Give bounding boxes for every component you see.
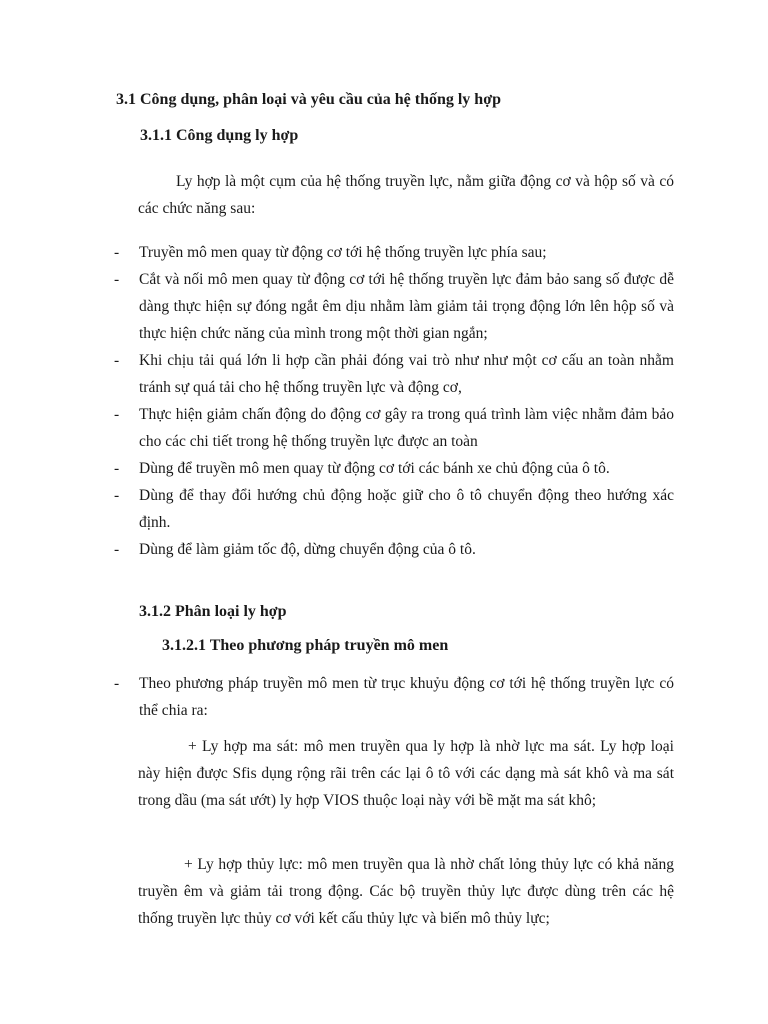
heading-3-1-1: 3.1.1 Công dụng ly hợp [140,127,299,144]
list-item [114,239,674,266]
list-item-text: Thực hiện giảm chấn động do động cơ gây ra trong quá trình làm việc nhằm đảm bảo cho các chi tiết trong hệ thống truyền lực được an toàn [139,406,674,450]
bullet-dash: - [114,541,120,558]
list-item-text: Dùng để thay đổi hướng chủ động hoặc giữ cho ô tô chuyển động theo hướng xác định. [139,487,674,531]
list-item [114,670,674,724]
bullet-dash: - [114,352,120,369]
list-item [114,536,674,563]
hydraulic-clutch-paragraph: + Ly hợp thủy lực: mô men truyền qua là nhờ chất lỏng thủy lực có khả năng truyền êm và giảm tải trong động. Các bộ truyền thủy lực được dùng trên các hệ thống truyền lực thủy cơ với kết cấu thủy lực và biến mô thủy lực; [138,856,674,927]
friction-clutch-paragraph: + Ly hợp ma sát: mô men truyền qua ly hợp là nhờ lực ma sát. Ly hợp loại này hiện được Sfis dụng rộng rãi trên các lại ô tô với các dạng mà sát khô và ma sát trong dầu (ma sát ướt) ly hợp VIOS thuộc loại này với bề mặt ma sát khô; [138,738,674,809]
list-item [114,482,674,536]
list-item-text: Dùng để làm giảm tốc độ, dừng chuyển động của ô tô. [139,541,476,558]
heading-3-1-2-1: 3.1.2.1 Theo phương pháp truyền mô men [162,637,449,654]
bullet-dash: - [114,460,120,477]
bullet-dash: - [114,675,120,692]
list-item-text: Khi chịu tải quá lớn li hợp cần phải đóng vai trò như như một cơ cấu an toàn nhằm tránh sự quá tải cho hệ thống truyền lực và động cơ, [139,352,674,396]
list-item [114,401,674,455]
bullet-dash: - [114,406,120,423]
list-item-text: Theo phương pháp truyền mô men từ trục khuỷu động cơ tới hệ thống truyền lực có thể chia ra: [139,675,674,719]
list-item-text: Truyền mô men quay từ động cơ tới hệ thống truyền lực phía sau; [139,244,547,261]
bullet-dash: - [114,487,120,504]
list-item [114,455,674,482]
bullet-dash: - [114,271,120,288]
list-item-text: Dùng để truyền mô men quay từ động cơ tới các bánh xe chủ động của ô tô. [139,460,610,477]
intro-paragraph: Ly hợp là một cụm của hệ thống truyền lực, nằm giữa động cơ và hộp số và có các chức năng sau: [138,173,674,217]
list-item [114,347,674,401]
bullet-dash: - [114,244,120,261]
list-item-text: Cắt và nối mô men quay từ động cơ tới hệ thống truyền lực đảm bảo sang số được dễ dàng thực hiện sự đóng ngắt êm dịu nhằm làm giảm tải trọng động lớn lên hộp số và thực hiện chức năng của mình trong một thời gian ngắn; [139,271,674,342]
heading-3-1: 3.1 Công dụng, phân loại và yêu cầu của hệ thống ly hợp [116,91,501,108]
list-item [114,266,674,347]
heading-3-1-2: 3.1.2 Phân loại ly hợp [139,603,287,620]
